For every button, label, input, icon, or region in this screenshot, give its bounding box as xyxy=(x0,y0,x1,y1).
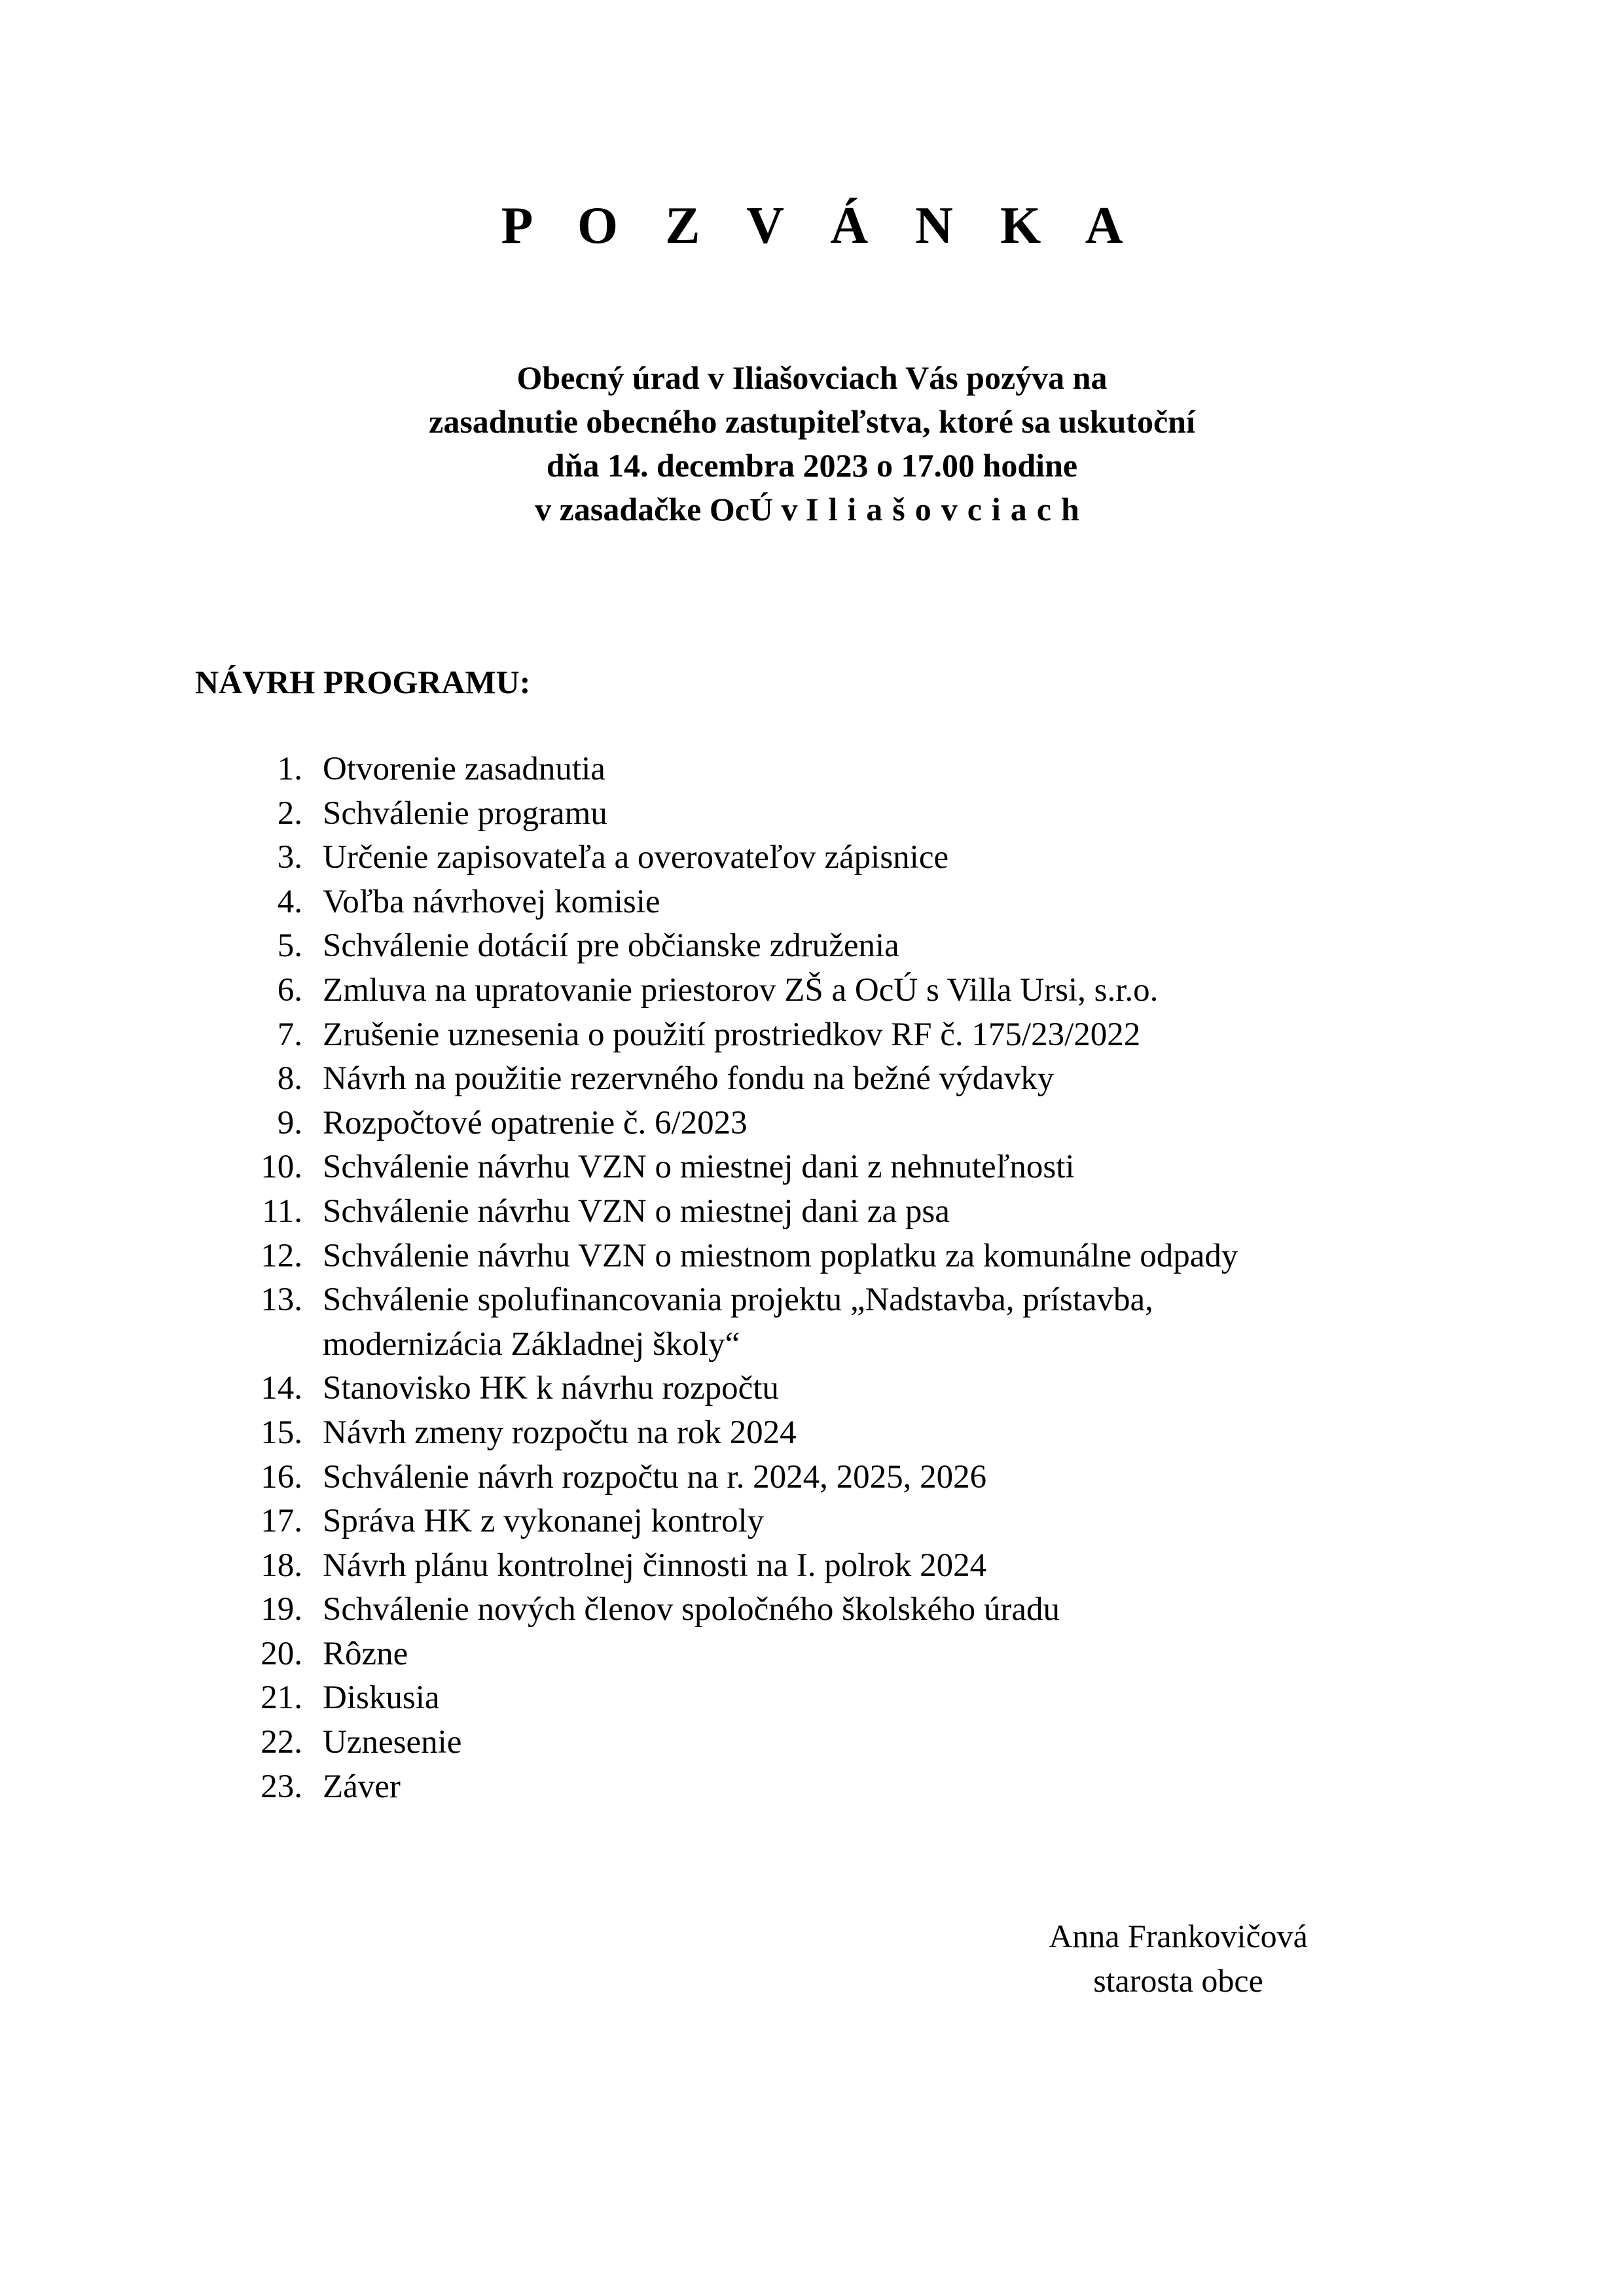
agenda-item xyxy=(0,836,1624,880)
agenda-item-number: 23. xyxy=(261,1768,302,1805)
agenda-item xyxy=(0,792,1624,836)
agenda-item-number: 8. xyxy=(277,1060,302,1098)
agenda-item-text: Diskusia xyxy=(323,1679,440,1717)
agenda-item-number: 10. xyxy=(261,1149,302,1186)
agenda-item-number: 20. xyxy=(261,1635,302,1672)
agenda-list xyxy=(0,747,1624,1809)
location-prefix: v zasadačke OcÚ v xyxy=(535,491,806,528)
agenda-item xyxy=(0,747,1624,792)
agenda-item-text: Schválenie dotácií pre občianske združenia xyxy=(323,927,899,965)
agenda-item-number: 16. xyxy=(261,1458,302,1496)
agenda-item-number: 13. xyxy=(261,1282,302,1319)
agenda-item-text-continuation: modernizácia Základnej školy“ xyxy=(323,1325,740,1363)
agenda-item-number: 14. xyxy=(261,1370,302,1407)
agenda-item xyxy=(0,924,1624,969)
agenda-item-number: 7. xyxy=(277,1016,302,1053)
document-title: P O Z V Á N K A xyxy=(501,197,1140,255)
agenda-item-number: 15. xyxy=(261,1414,302,1451)
agenda-item-number: 5. xyxy=(277,927,302,965)
agenda-item-text: Správa HK z vykonanej kontroly xyxy=(323,1503,765,1540)
agenda-item xyxy=(0,1765,1624,1810)
agenda-item-text: Návrh na použitie rezervného fondu na bežné výdavky xyxy=(323,1060,1055,1098)
intro-location-line xyxy=(0,488,1624,531)
signatory-name: Anna Frankovičová xyxy=(1049,1918,1308,1954)
agenda-item-text: Voľba návrhovej komisie xyxy=(323,883,660,920)
agenda-item-number: 4. xyxy=(277,883,302,920)
agenda-item-number: 2. xyxy=(277,795,302,832)
agenda-item-text: Otvorenie zasadnutia xyxy=(323,751,605,787)
program-heading: NÁVRH PROGRAMU: xyxy=(195,664,531,700)
intro-line: Obecný úrad v Iliašovciach Vás pozýva na xyxy=(516,359,1108,396)
location-place: Iliašovciach xyxy=(806,491,1089,528)
agenda-item xyxy=(0,1544,1624,1588)
agenda-item-text: Uznesenie xyxy=(323,1724,462,1761)
agenda-item-text: Rozpočtové opatrenie č. 6/2023 xyxy=(323,1104,748,1141)
agenda-item-text: Návrh zmeny rozpočtu na rok 2024 xyxy=(323,1414,797,1451)
agenda-item xyxy=(0,1234,1624,1279)
agenda-item xyxy=(0,1456,1624,1500)
agenda-item-text: Schválenie programu xyxy=(323,795,607,832)
agenda-item-text: Určenie zapisovateľa a overovateľov zápisnice xyxy=(323,839,949,876)
agenda-item-text: Schválenie nových členov spoločného školského úradu xyxy=(323,1591,1060,1628)
agenda-item-text: Schválenie spolufinancovania projektu „Nadstavba, prístavba, xyxy=(323,1282,1153,1319)
intro-line: dňa 14. decembra 2023 o 17.00 hodine xyxy=(546,447,1078,484)
agenda-item-text: Schválenie návrh rozpočtu na r. 2024, 2025, 2026 xyxy=(323,1458,987,1496)
agenda-item xyxy=(0,1057,1624,1102)
agenda-item-number: 1. xyxy=(277,751,302,787)
agenda-item xyxy=(0,1632,1624,1677)
agenda-item xyxy=(0,1102,1624,1146)
agenda-item xyxy=(0,1411,1624,1456)
agenda-item-text: Schválenie návrhu VZN o miestnom poplatku za komunálne odpady xyxy=(323,1237,1238,1274)
agenda-item xyxy=(0,969,1624,1013)
agenda-item-number: 12. xyxy=(261,1237,302,1274)
agenda-item xyxy=(0,1721,1624,1765)
agenda-item xyxy=(0,1145,1624,1190)
agenda-item xyxy=(0,1676,1624,1721)
agenda-item-text: Zrušenie uznesenia o použití prostriedkov RF č. 175/23/2022 xyxy=(323,1016,1141,1053)
agenda-item-text: Stanovisko HK k návrhu rozpočtu xyxy=(323,1370,779,1407)
agenda-item-text: Zmluva na upratovanie priestorov ZŠ a OcÚ s Villa Ursi, s.r.o. xyxy=(323,971,1159,1009)
agenda-item-number: 6. xyxy=(277,971,302,1009)
agenda-item-text: Schválenie návrhu VZN o miestnej dani za psa xyxy=(323,1193,950,1230)
agenda-item-text: Schválenie návrhu VZN o miestnej dani z nehnuteľnosti xyxy=(323,1149,1075,1186)
agenda-item xyxy=(0,1190,1624,1234)
agenda-item-text: Rôzne xyxy=(323,1635,408,1672)
agenda-item xyxy=(0,1499,1624,1544)
agenda-item xyxy=(0,1588,1624,1632)
agenda-item-number: 9. xyxy=(277,1104,302,1141)
agenda-item-number: 11. xyxy=(262,1193,302,1230)
agenda-item-text: Návrh plánu kontrolnej činnosti na I. polrok 2024 xyxy=(323,1547,987,1584)
agenda-item xyxy=(0,880,1624,925)
agenda-item-text: Záver xyxy=(323,1768,401,1805)
agenda-item xyxy=(0,1278,1624,1367)
agenda-item-number: 21. xyxy=(261,1679,302,1717)
agenda-item xyxy=(0,1013,1624,1058)
agenda-item xyxy=(0,1367,1624,1411)
intro-line: zasadnutie obecného zastupiteľstva, ktoré sa uskutoční xyxy=(429,403,1195,440)
signatory-role: starosta obce xyxy=(1093,1962,1263,1999)
agenda-item-number: 22. xyxy=(261,1724,302,1761)
invitation-intro xyxy=(0,356,1624,531)
agenda-item-number: 19. xyxy=(261,1591,302,1628)
signature-block xyxy=(995,1914,1362,2003)
agenda-item-number: 18. xyxy=(261,1547,302,1584)
agenda-item-number: 3. xyxy=(277,839,302,876)
agenda-item-number: 17. xyxy=(261,1503,302,1540)
